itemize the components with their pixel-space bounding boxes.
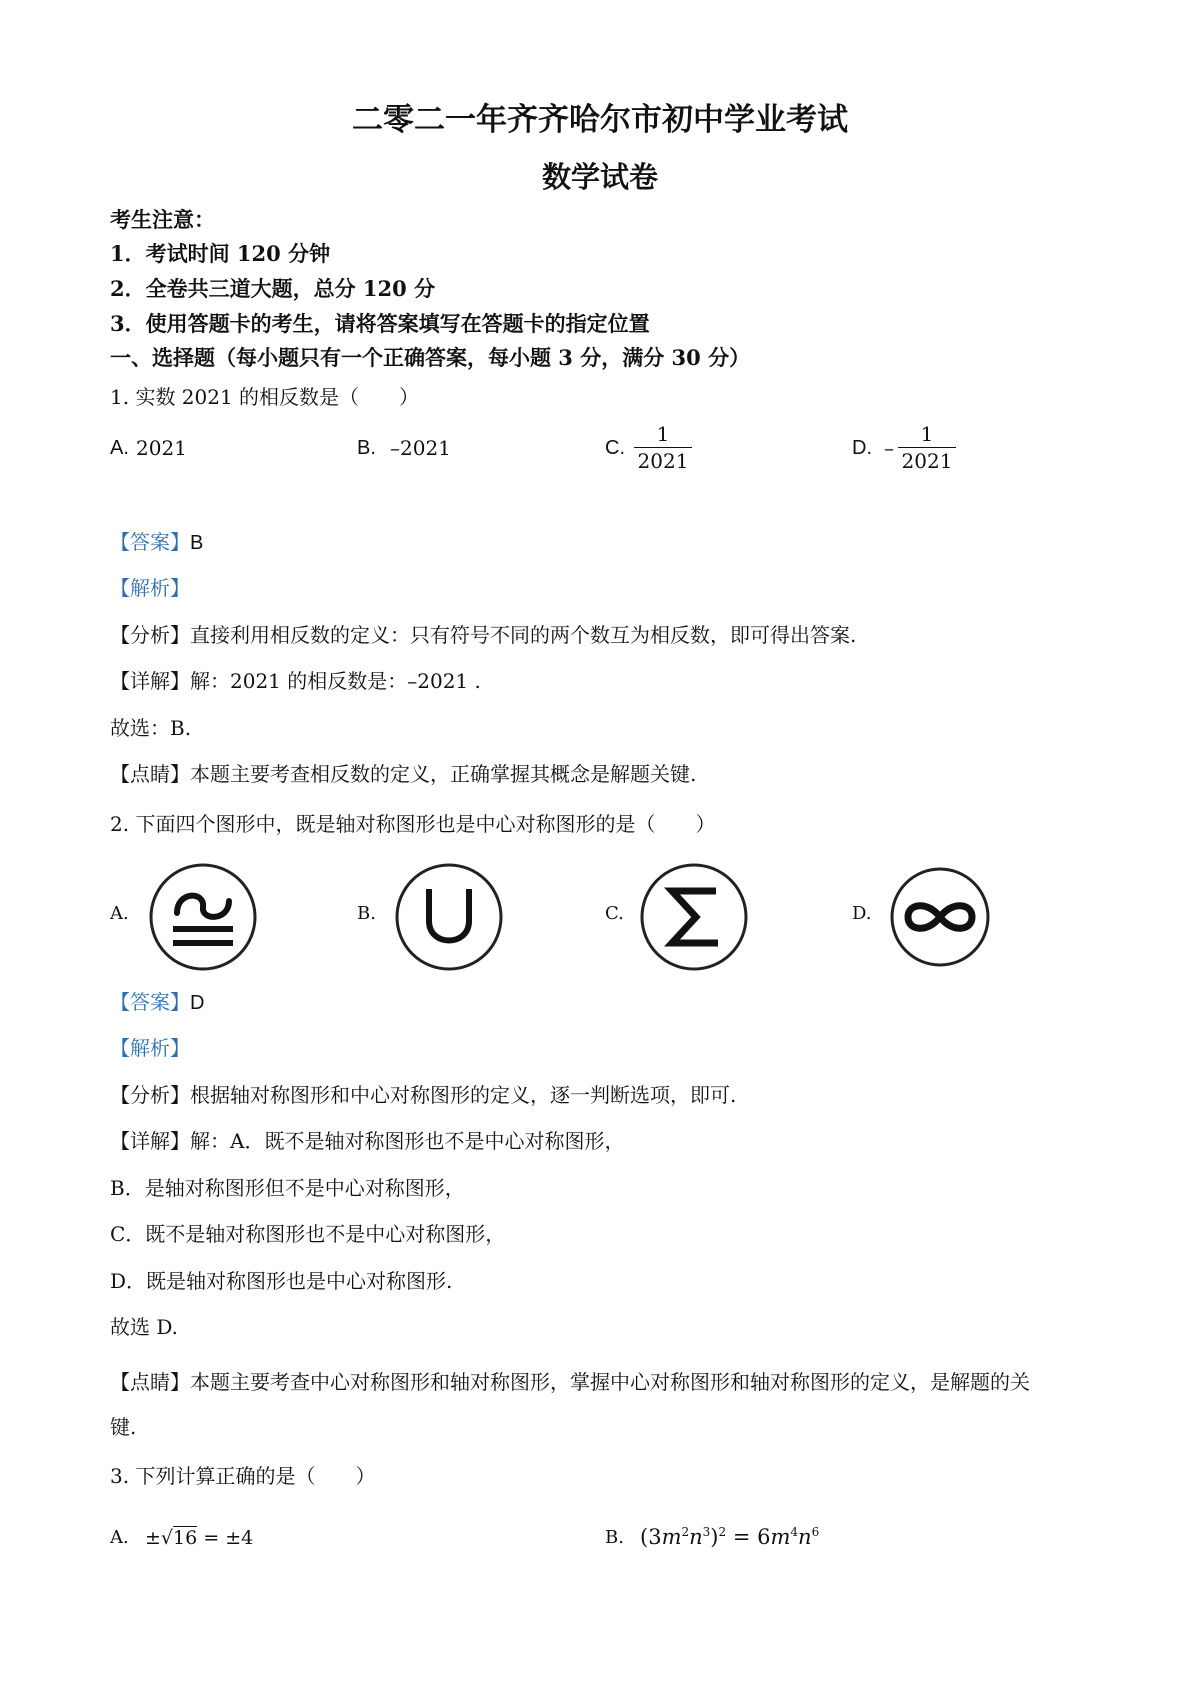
answer-tag: 【答案】 xyxy=(110,530,190,554)
analysis-dianjing: 【点睛】本题主要考查中心对称图形和轴对称图形，掌握中心对称图形和轴对称图形的定义，是解题的关 xyxy=(110,1370,1030,1394)
fraction-denominator: 2021 xyxy=(901,449,953,473)
analysis-xiangjie: 【详解】解：2021 的相反数是：–2021 . xyxy=(110,669,481,693)
analysis-tag: 【解析】 xyxy=(110,1036,190,1060)
infinity-symbol-icon xyxy=(888,865,992,969)
radicand: 16 xyxy=(173,1527,198,1549)
option-label-a: A. xyxy=(110,1527,129,1548)
analysis-line: B．是轴对称图形但不是中心对称图形， xyxy=(110,1176,465,1200)
paren-open: (3 xyxy=(640,1525,662,1549)
option-fraction-c xyxy=(634,421,692,474)
analysis-dianjing-cont: 键. xyxy=(110,1415,137,1439)
analysis-line: D．既是轴对称图形也是中心对称图形. xyxy=(110,1269,453,1293)
section-heading: 一、选择题（每小题只有一个正确答案，每小题 3 分，满分 30 分） xyxy=(110,345,751,370)
question-stem: 2. 下面四个图形中，既是轴对称图形也是中心对称图形的是（ ） xyxy=(110,812,716,836)
exp: 6 xyxy=(811,1525,820,1539)
notice-heading: 考生注意： xyxy=(110,207,215,232)
option-label-b: B. xyxy=(357,903,376,924)
plus-minus-sign: ± xyxy=(145,1527,161,1549)
option-fraction-d xyxy=(898,421,956,474)
fraction-denominator: 2021 xyxy=(637,449,689,473)
analysis-fenxi: 【分析】直接利用相反数的定义：只有符号不同的两个数互为相反数，即可得出答案. xyxy=(110,623,857,647)
sqrt-icon: √ xyxy=(160,1527,174,1549)
answer-value: B xyxy=(190,532,204,554)
option-label-b: B. xyxy=(605,1527,624,1548)
equals-coef: = 6 xyxy=(732,1525,771,1549)
option-label-a: A. xyxy=(110,903,129,924)
exp: 3 xyxy=(702,1525,711,1539)
analysis-dianjing: 【点睛】本题主要考查相反数的定义，正确掌握其概念是解题关键. xyxy=(110,762,697,786)
congruent-symbol-icon xyxy=(147,861,259,973)
analysis-line: C．既不是轴对称图形也不是中心对称图形， xyxy=(110,1222,506,1246)
analysis-tag: 【解析】 xyxy=(110,576,190,600)
notice-item: 3．使用答题卡的考生，请将答案填写在答题卡的指定位置 xyxy=(110,311,650,336)
sigma-symbol-icon xyxy=(638,861,750,973)
answer-line xyxy=(110,528,203,557)
option-text-a: 2021 xyxy=(136,436,187,460)
var-n: n xyxy=(689,1525,703,1549)
option-text-b: –2021 xyxy=(390,436,451,460)
option-label-d: D. xyxy=(852,903,872,924)
exp: 4 xyxy=(790,1525,799,1539)
fraction-numerator: 1 xyxy=(634,421,692,448)
var-m: m xyxy=(770,1525,791,1549)
analysis-xiangjie: 【详解】解：A．既不是轴对称图形也不是中心对称图形， xyxy=(110,1129,625,1153)
option-label-b: B. xyxy=(357,437,376,459)
question-stem: 3. 下列计算正确的是（ ） xyxy=(110,1464,376,1488)
union-symbol-icon xyxy=(393,861,505,973)
option-sign-d: – xyxy=(884,436,894,460)
page-title: 二零二一年齐齐哈尔市初中学业考试 xyxy=(352,102,848,138)
fraction-numerator: 1 xyxy=(898,421,956,448)
answer-value: D xyxy=(190,992,205,1014)
paren-close: ) xyxy=(710,1525,719,1549)
var-m: m xyxy=(661,1525,682,1549)
answer-tag: 【答案】 xyxy=(110,990,190,1014)
option-label-a: A. xyxy=(110,437,129,459)
notice-item: 2．全卷共三道大题，总分 120 分 xyxy=(110,276,436,301)
page-subtitle: 数学试卷 xyxy=(541,160,658,194)
option-label-d: D. xyxy=(852,437,872,459)
option-label-c: C. xyxy=(605,437,625,459)
analysis-fenxi: 【分析】根据轴对称图形和中心对称图形的定义，逐一判断选项，即可. xyxy=(110,1083,737,1107)
notice-item: 1．考试时间 120 分钟 xyxy=(110,241,331,266)
analysis-guxuan: 故选：B. xyxy=(110,716,192,740)
analysis-guxuan: 故选 D. xyxy=(110,1315,179,1339)
option-label-c: C. xyxy=(605,903,624,924)
exp: 2 xyxy=(681,1525,690,1539)
option-formula-b xyxy=(640,1518,819,1551)
var-n: n xyxy=(798,1525,812,1549)
outer-exp: 2 xyxy=(718,1525,727,1539)
option-formula-a xyxy=(145,1524,253,1552)
formula-rhs: = ±4 xyxy=(203,1527,254,1549)
answer-line xyxy=(110,988,204,1017)
question-stem: 1. 实数 2021 的相反数是（ ） xyxy=(110,385,420,409)
